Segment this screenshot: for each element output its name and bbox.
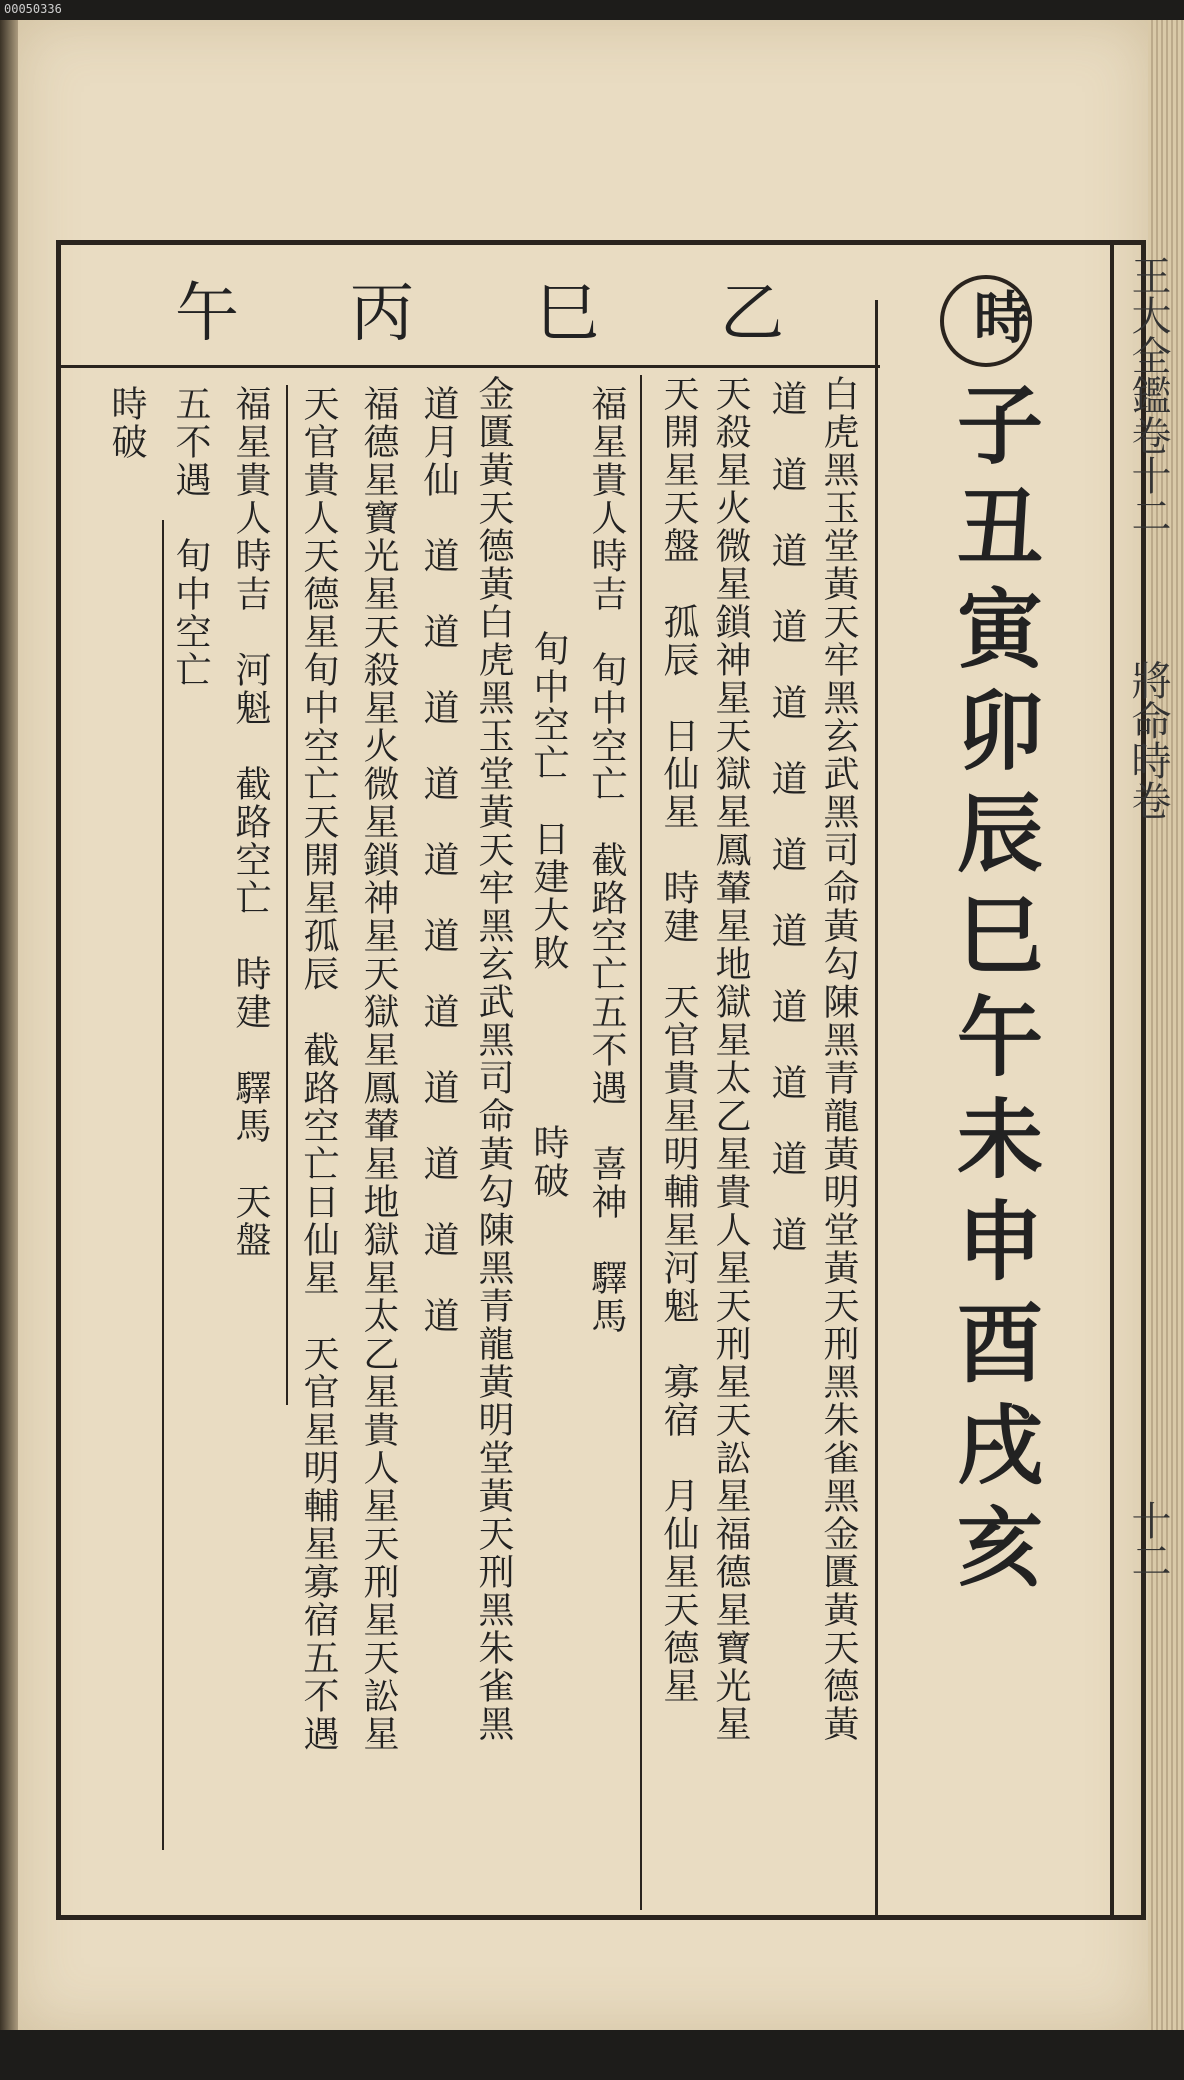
- text-column: 天開星天盤 孤辰 日仙星 時建 天官貴星明輔星河魁 寡宿 月仙星天德星: [658, 375, 699, 1705]
- margin-section: 將命時卷: [1125, 660, 1171, 820]
- text-column: 福星貴人時吉 河魁 截路空亡 時建 驛馬 天盤: [230, 385, 271, 1259]
- book-spine: [0, 20, 20, 2030]
- stem-1: 乙: [720, 277, 784, 351]
- text-column: 道 道 道 道 道 道 道 道 道 道 道 道: [766, 380, 807, 1254]
- margin-page-number: 十二: [1125, 1500, 1171, 1580]
- column-divider: [286, 385, 288, 1405]
- column-divider: [640, 375, 642, 1910]
- text-column: 天官貴人天德星旬中空亡天開星孤辰 截路空亡日仙星 天官星明輔星寡宿五不遇: [298, 385, 339, 1753]
- text-column: 道月仙 道 道 道 道 道 道 道 道 道 道 道: [418, 385, 459, 1335]
- stem-4: 午: [175, 277, 239, 351]
- column-divider: [162, 520, 164, 1850]
- text-column: 天殺星火微星鎖神星天獄星鳳輦星地獄星太乙星貴人星天刑星天訟星福德星寶光星: [710, 375, 751, 1743]
- text-column: 五不遇 旬中空亡: [170, 385, 211, 689]
- margin-title: 王大全鑑卷十二: [1125, 255, 1171, 535]
- scan-id: 00050336: [4, 2, 62, 16]
- stem-3: 丙: [350, 277, 414, 351]
- text-column: 時破: [106, 385, 147, 461]
- earthly-branches: 子丑寅卯辰巳午未申酉戌亥: [942, 380, 1043, 1604]
- stem-row-rule: [60, 365, 880, 368]
- text-column: 金匱黃天德黃白虎黑玉堂黃天牢黑玄武黑司命黃勾陳黑青龍黃明堂黃天刑黑朱雀黑: [473, 375, 514, 1743]
- text-column: 旬中空亡 日建大敗 時破: [528, 630, 569, 1200]
- right-border-rule: [1110, 240, 1114, 1920]
- text-column: 福星貴人時吉 旬中空亡 截路空亡五不遇 喜神 驛馬: [586, 385, 627, 1335]
- text-column: 白虎黑玉堂黃天牢黑玄武黑司命黃勾陳黑青龍黃明堂黃天刑黑朱雀黑金匱黃天德黃: [818, 375, 859, 1743]
- seal-char: 時: [965, 288, 1031, 344]
- stem-2: 巳: [535, 277, 599, 351]
- branch-column-rule: [875, 300, 878, 1915]
- text-column: 福德星寶光星天殺星火微星鎖神星天獄星鳳輦星地獄星太乙星貴人星天刑星天訟星: [358, 385, 399, 1753]
